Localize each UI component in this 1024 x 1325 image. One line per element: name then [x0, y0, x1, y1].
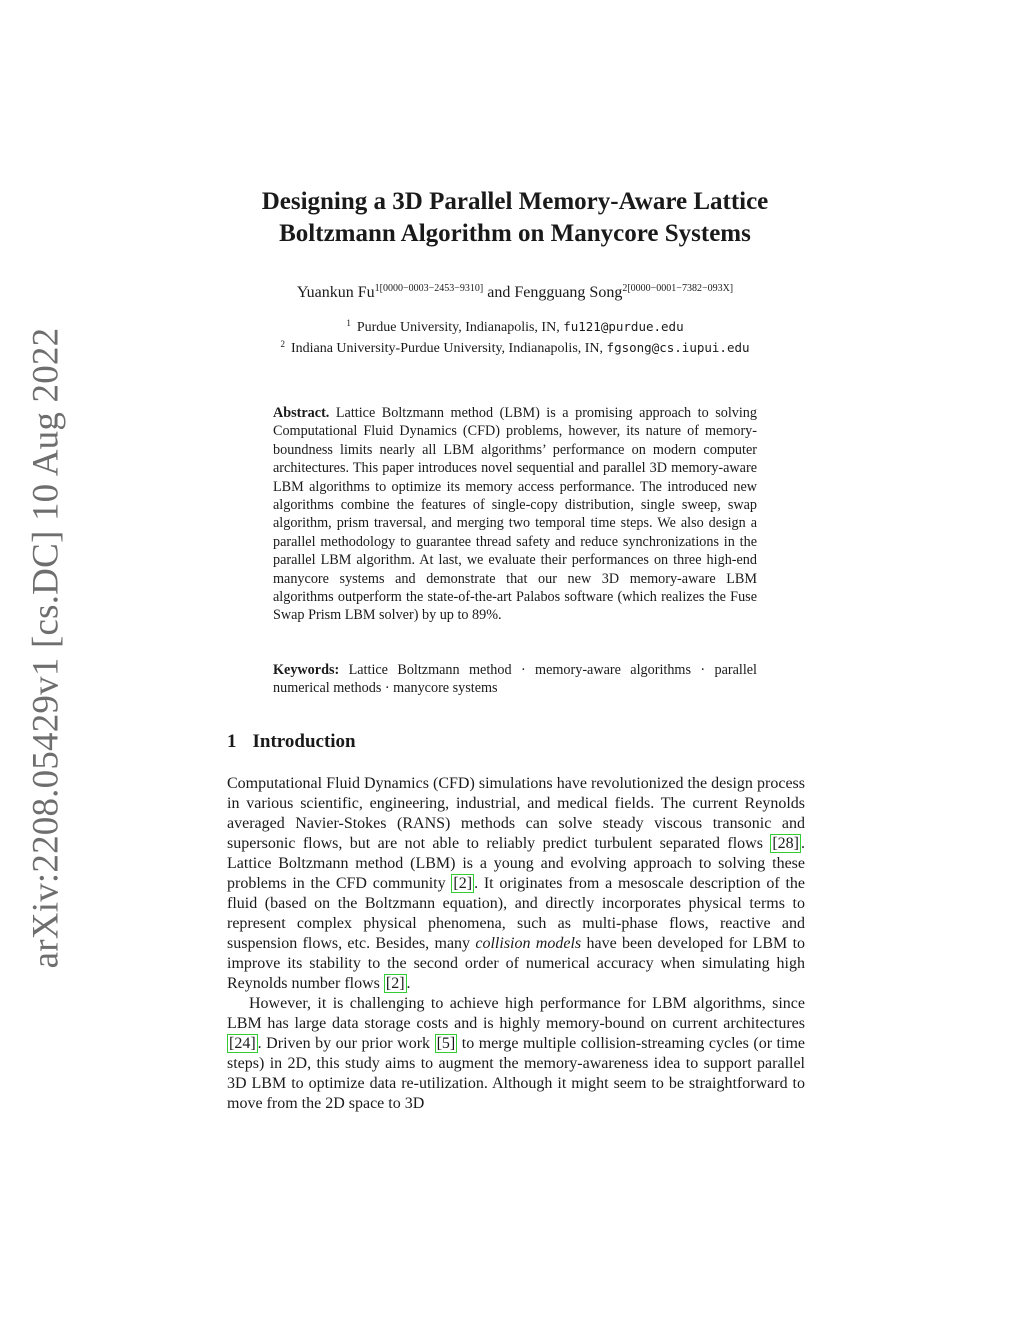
author-list: [130, 283, 900, 302]
affiliation-1: [130, 318, 900, 336]
author-2-name: Fengguang Song: [514, 284, 623, 301]
affiliation-2-number: 2: [280, 339, 285, 349]
author-1-name: Yuankun Fu: [296, 284, 375, 301]
section-heading-introduction: [227, 731, 356, 753]
para1-text-5: .: [406, 975, 411, 992]
arxiv-identifier-text: arXiv:2208.05429v1 [cs.DC] 10 Aug 2022: [25, 327, 67, 969]
affiliation-2: [130, 339, 900, 357]
keywords-text: Lattice Boltzmann method · memory-aware algorithms · parallel numerical methods · manycore systems: [273, 662, 758, 697]
para1-emphasis: collision models: [475, 935, 582, 952]
keywords: [273, 661, 757, 698]
affiliation-1-email[interactable]: fu121@purdue.edu: [563, 319, 684, 334]
citation-24[interactable]: [24]: [229, 1035, 256, 1052]
title-line-1: Designing a 3D Parallel Memory-Aware Lattice: [261, 188, 769, 215]
para2-text-2: . Driven by our prior work: [257, 1035, 435, 1052]
para1-text-2: . Lattice Boltzmann method (LBM) is a young and evolving approach to solving these problems in the CFD community: [227, 835, 805, 892]
citation-2[interactable]: [2]: [453, 875, 473, 892]
citation-5[interactable]: [5]: [436, 1035, 456, 1052]
affiliation-2-text: Indiana University-Purdue University, Indianapolis, IN,: [290, 341, 604, 356]
para2-text-1: However, it is challenging to achieve high performance for LBM algorithms, since LBM has large data storage costs and is highly memory-bound on current architectures: [227, 995, 805, 1032]
author-joiner: and: [487, 284, 511, 301]
para1-text-3: . It originates from a mesoscale description of the fluid (based on the Boltzmann equation), and directly incorporates physical terms to represent complex physical phenomena, such as multi-phase flows, reactive and suspension flows, etc. Besides, many: [227, 875, 806, 952]
affiliation-1-text: Purdue University, Indianapolis, IN,: [356, 320, 560, 335]
intro-paragraph-1: [227, 774, 805, 994]
affiliation-1-number: 1: [346, 318, 351, 328]
citation-2-second[interactable]: [2]: [385, 975, 405, 992]
section-number: 1: [227, 731, 237, 752]
section-title: Introduction: [252, 731, 356, 752]
para1-text-1: Computational Fluid Dynamics (CFD) simulations have revolutionized the design process in various scientific, engineering, industrial, and medical fields. The current Reynolds averaged Navier-Stokes (RANS) methods can solve steady viscous transonic and supersonic flows, but are not able to reliably predict turbulent separated flows: [227, 775, 805, 852]
intro-paragraph-2: [227, 994, 805, 1114]
title-line-2: Boltzmann Algorithm on Manycore Systems: [279, 220, 751, 247]
citation-28[interactable]: [28]: [772, 835, 799, 852]
affiliation-2-email[interactable]: fgsong@cs.iupui.edu: [606, 340, 750, 355]
author-2-orcid: 2[0000−0001−7382−093X]: [622, 283, 734, 294]
keywords-label: Keywords:: [273, 662, 340, 678]
abstract: [273, 404, 757, 625]
paper-title: [150, 186, 880, 250]
para1-text-4: have been developed for LBM to improve its stability to the second order of numerical accuracy when simulating high Reynolds number flows: [227, 935, 806, 992]
author-1-orcid: 1[0000−0003−2453−9310]: [374, 283, 484, 294]
abstract-text: Lattice Boltzmann method (LBM) is a promising approach to solving Computational Fluid Dynamics (CFD) problems, however, its nature of memory-boundness limits nearly all LBM algorithms’ performance on modern computer architectures. This paper introduces novel sequential and parallel 3D memory-aware LBM algorithms to optimize its memory access performance. The introduced new algorithms combine the features of single-copy distribution, single sweep, swap algorithm, prism traversal, and merging two temporal time steps. We also design a parallel methodology to guarantee thread safety and reduce synchronizations in the parallel LBM algorithm. At last, we evaluate their performances on three high-end manycore systems and demonstrate that our new 3D memory-aware LBM algorithms outperform the state-of-the-art Palabos software (which realizes the Fuse Swap Prism LBM solver) by up to 89%.: [273, 405, 757, 624]
abstract-label: Abstract.: [273, 405, 330, 421]
para2-text-3: to merge multiple collision-streaming cycles (or time steps) in 2D, this study aims to augment the memory-awareness idea to support parallel 3D LBM to optimize data re-utilization. Although it might seem to be straightforward to move from the 2D space to 3D: [227, 1035, 805, 1112]
